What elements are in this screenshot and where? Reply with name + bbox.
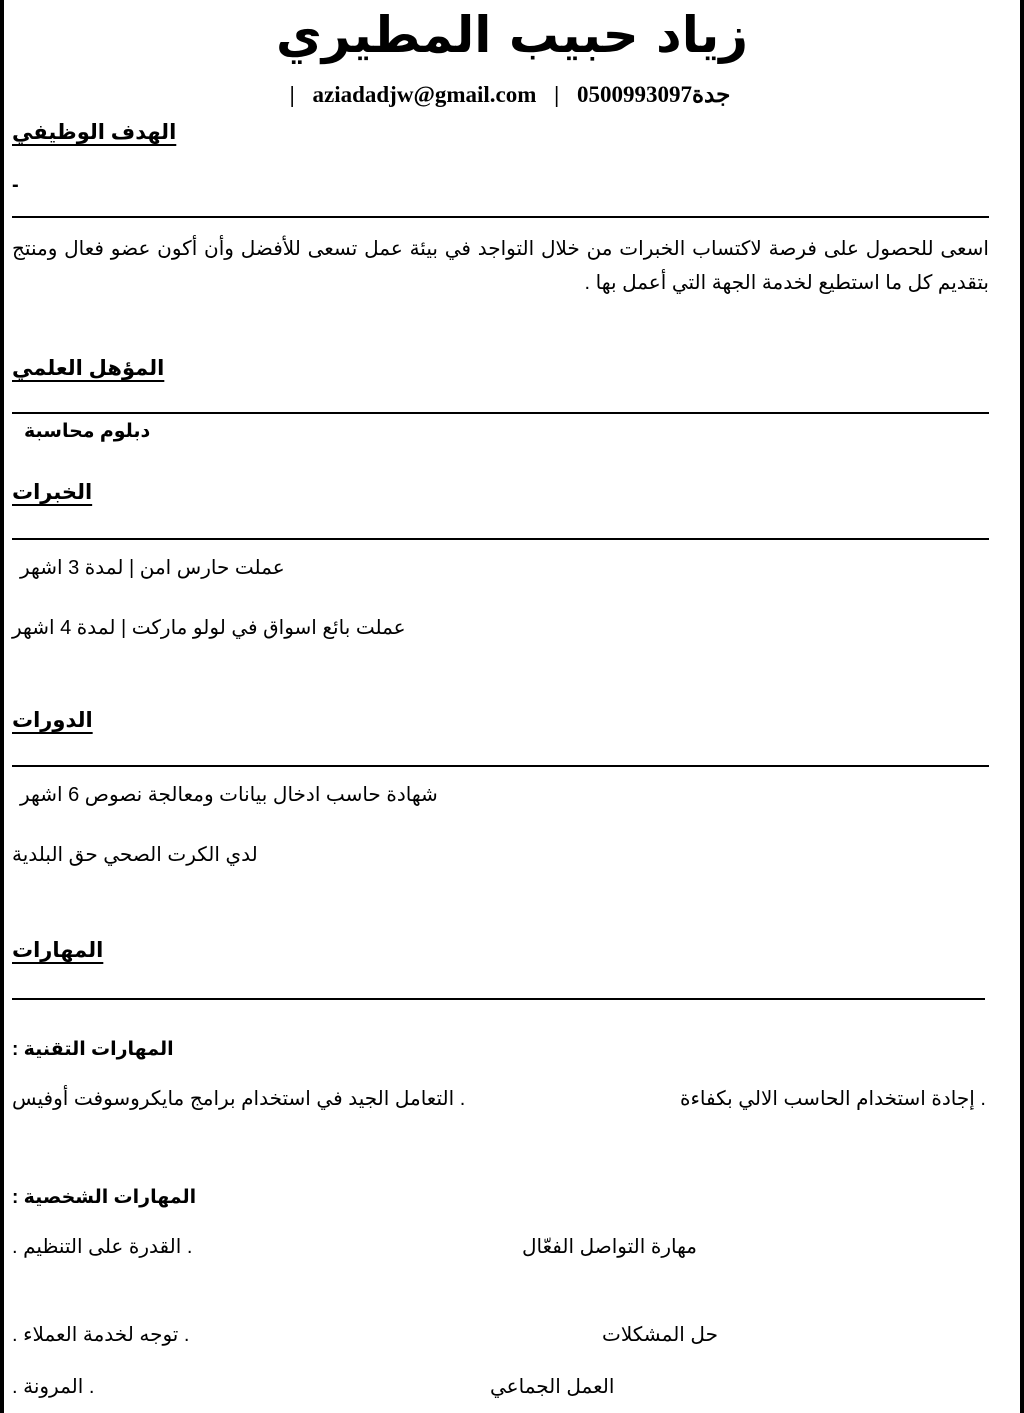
- section-divider: [12, 412, 989, 414]
- experience-item: عملت حارس امن | لمدة 3 اشهر: [20, 557, 285, 579]
- objective-heading: الهدف الوظيفي: [12, 121, 177, 144]
- city-phone: جدة0500993097: [576, 82, 731, 107]
- personal-skill-item: . القدرة على التنظيم .: [12, 1236, 193, 1258]
- objective-dash: -: [12, 174, 19, 196]
- personal-skill-item: مهارة التواصل الفعّال: [522, 1236, 698, 1258]
- personal-skill-item: . توجه لخدمة العملاء .: [12, 1324, 190, 1346]
- separator: |: [554, 82, 560, 107]
- section-divider: [12, 538, 989, 540]
- personal-skill-item: حل المشكلات: [602, 1324, 718, 1346]
- personal-skill-item: . المرونة .: [12, 1376, 95, 1398]
- experience-item: عملت بائع اسواق في لولو ماركت | لمدة 4 اشهر: [12, 617, 406, 639]
- course-item: لدي الكرت الصحي حق البلدية: [12, 844, 258, 866]
- objective-text: اسعى للحصول على فرصة لاكتساب الخبرات من خلال التواجد في بيئة عمل تسعى للأفضل وأن أكون عضو فعال ومنتج بتقديم كل ما استطيع لخدمة الجهة التي أعمل بها .: [12, 238, 989, 294]
- section-divider: [12, 998, 985, 1000]
- contact-line: [240, 82, 780, 108]
- skills-heading: المهارات: [12, 939, 104, 962]
- separator: |: [289, 82, 295, 107]
- section-divider: [12, 765, 989, 767]
- education-degree: دبلوم محاسبة: [24, 421, 151, 442]
- technical-skill-item: . إجادة استخدام الحاسب الالي بكفاءة: [680, 1088, 986, 1110]
- page-border-left: [0, 0, 4, 1413]
- course-item: شهادة حاسب ادخال بيانات ومعالجة نصوص 6 اشهر: [20, 784, 438, 806]
- section-divider: [12, 216, 989, 218]
- experience-heading: الخبرات: [12, 481, 93, 504]
- page-border-right: [1020, 0, 1024, 1413]
- technical-skill-item: . التعامل الجيد في استخدام برامج مايكروسوفت أوفيس: [12, 1088, 466, 1110]
- technical-skills-heading: المهارات التقنية :: [12, 1039, 174, 1060]
- courses-heading: الدورات: [12, 709, 93, 732]
- education-heading: المؤهل العلمي: [12, 357, 165, 380]
- personal-skills-heading: المهارات الشخصية :: [12, 1187, 197, 1208]
- email-address: aziadadjw@gmail.com: [312, 82, 537, 107]
- personal-skill-item: العمل الجماعي: [490, 1376, 615, 1398]
- applicant-name: زياد حبيب المطيري: [275, 6, 749, 64]
